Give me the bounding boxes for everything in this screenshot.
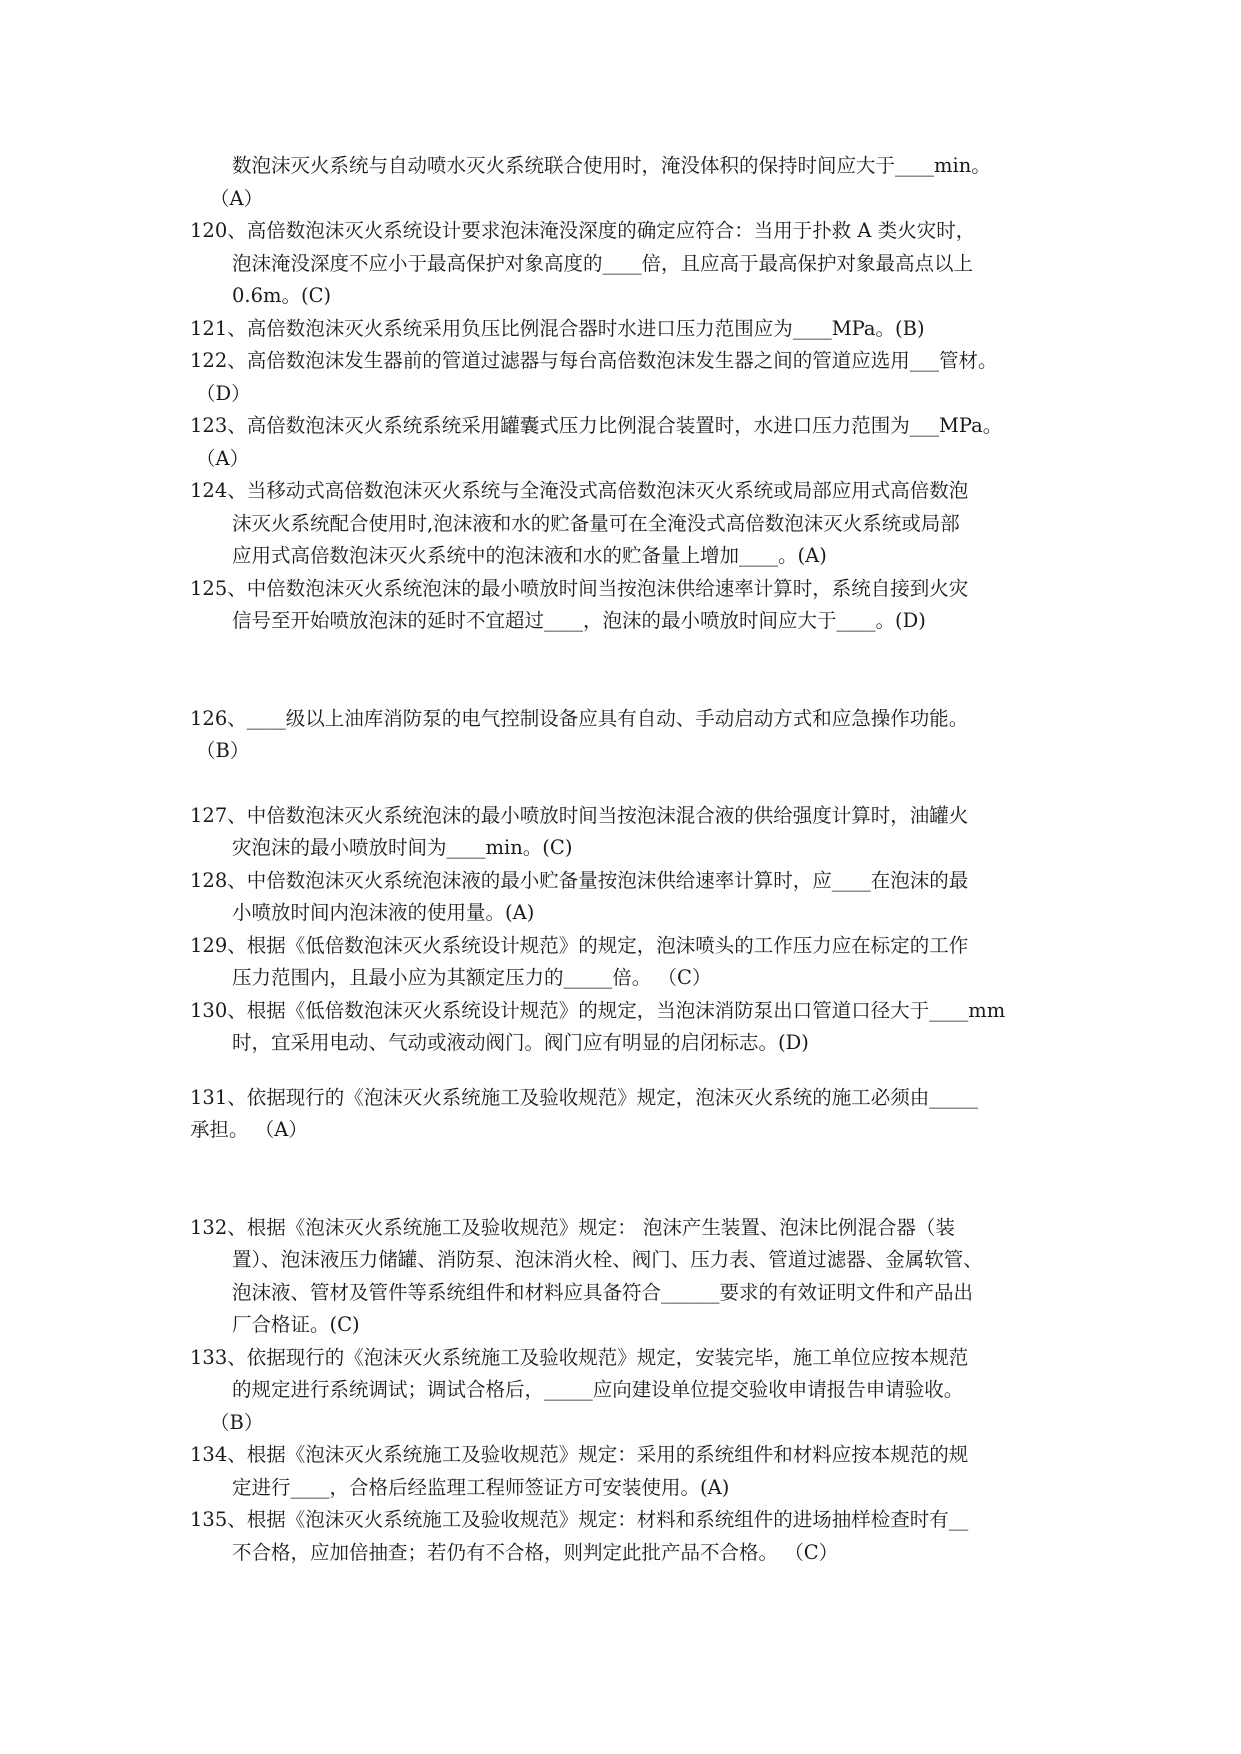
question-130 — [190, 995, 1060, 1060]
answer-line: （B） — [210, 1410, 264, 1434]
question-line: 130、根据《低倍数泡沫灭火系统设计规范》的规定，当泡沫消防泵出口管道口径大于____mm — [190, 998, 1006, 1022]
question-line: 121、高倍数泡沫灭火系统采用负压比例混合器时水进口压力范围应为____MPa。(B) — [190, 316, 925, 340]
question-122 — [190, 345, 1060, 410]
question-line: 数泡沫灭火系统与自动喷水灭火系统联合使用时，淹没体积的保持时间应大于____min。 — [232, 154, 991, 177]
question-135 — [190, 1504, 1060, 1569]
answer-line: （B） — [196, 739, 250, 762]
question-120 — [190, 215, 1060, 313]
question-119-continuation — [190, 150, 1060, 215]
question-129 — [190, 930, 1060, 995]
question-line: 时，宜采用电动、气动或液动阀门。阀门应有明显的启闭标志。(D) — [232, 1031, 809, 1054]
question-line: 置）、泡沫液压力储罐、消防泵、泡沫消火栓、阀门、压力表、管道过滤器、金属软管、 — [232, 1248, 983, 1271]
question-line: 127、中倍数泡沫灭火系统泡沫的最小喷放时间当按泡沫混合液的供给强度计算时，油罐火 — [190, 803, 969, 827]
question-124 — [190, 475, 1060, 573]
question-list — [190, 150, 1060, 1569]
question-line: 不合格，应加倍抽查；若仍有不合格，则判定此批产品不合格。 （C） — [232, 1540, 839, 1564]
question-line: 小喷放时间内泡沫液的使用量。(A) — [232, 901, 535, 924]
question-line: 133、依据现行的《泡沫灭火系统施工及验收规范》规定，安装完毕，施工单位应按本规范 — [190, 1345, 969, 1369]
question-line: 134、根据《泡沫灭火系统施工及验收规范》规定：采用的系统组件和材料应按本规范的规 — [190, 1443, 969, 1466]
question-line: 沫灭火系统配合使用时,泡沫液和水的贮备量可在全淹没式高倍数泡沫灭火系统或局部 — [232, 511, 960, 535]
question-line: 定进行____，合格后经监理工程师签证方可安装使用。(A) — [232, 1475, 730, 1499]
question-line: 泡沫淹没深度不应小于最高保护对象高度的____倍，且应高于最高保护对象最高点以上 — [232, 251, 974, 275]
question-line: 0.6m。(C) — [232, 284, 332, 307]
question-line: 129、根据《低倍数泡沫灭火系统设计规范》的规定，泡沫喷头的工作压力应在标定的工作 — [190, 933, 969, 957]
question-123 — [190, 410, 1060, 475]
question-line: 承担。 （A） — [190, 1118, 308, 1141]
question-line: 灾泡沫的最小喷放时间为____min。(C) — [232, 836, 573, 859]
question-line: 压力范围内，且最小应为其额定压力的_____倍。 （C） — [232, 966, 712, 989]
question-121 — [190, 313, 1060, 346]
question-line: 135、根据《泡沫灭火系统施工及验收规范》规定：材料和系统组件的进场抽样检查时有__ — [190, 1508, 969, 1531]
question-125 — [190, 573, 1060, 638]
spacer — [190, 1147, 1060, 1212]
question-line: 120、高倍数泡沫灭火系统设计要求泡沫淹没深度的确定应符合：当用于扑救 A 类火灾时， — [190, 219, 976, 242]
question-line: 信号至开始喷放泡沫的延时不宜超过____，泡沫的最小喷放时间应大于____。(D) — [232, 609, 926, 632]
question-line: 131、依据现行的《泡沫灭火系统施工及验收规范》规定，泡沫灭火系统的施工必须由_____ — [190, 1085, 978, 1109]
question-132 — [190, 1212, 1060, 1342]
spacer — [190, 1060, 1060, 1082]
answer-line: （A） — [196, 446, 250, 470]
question-128 — [190, 865, 1060, 930]
question-line: 应用式高倍数泡沫灭火系统中的泡沫液和水的贮备量上增加____。(A) — [232, 544, 827, 567]
question-131 — [190, 1082, 1060, 1147]
answer-line: （D） — [196, 381, 251, 405]
question-line: 132、根据《泡沫灭火系统施工及验收规范》规定： 泡沫产生装置、泡沫比例混合器（装 — [190, 1215, 955, 1239]
question-line: 128、中倍数泡沫灭火系统泡沫液的最小贮备量按泡沫供给速率计算时，应____在泡沫的最 — [190, 868, 969, 892]
question-126 — [190, 703, 1060, 768]
spacer — [190, 638, 1060, 703]
question-line: 125、中倍数泡沫灭火系统泡沫的最小喷放时间当按泡沫供给速率计算时，系统自接到火灾 — [190, 576, 969, 600]
question-line: 厂合格证。(C) — [232, 1313, 360, 1336]
question-line: 124、当移动式高倍数泡沫灭火系统与全淹没式高倍数泡沫灭火系统或局部应用式高倍数泡 — [190, 479, 969, 502]
question-127 — [190, 800, 1060, 865]
question-line: 泡沫液、管材及管件等系统组件和材料应具备符合______要求的有效证明文件和产品出 — [232, 1280, 974, 1304]
question-line: 123、高倍数泡沫灭火系统系统采用罐囊式压力比例混合装置时，水进口压力范围为___MPa。 — [190, 414, 1003, 437]
question-133 — [190, 1342, 1060, 1440]
question-line: 126、____级以上油库消防泵的电气控制设备应具有自动、手动启动方式和应急操作功能。 — [190, 706, 969, 730]
question-134 — [190, 1439, 1060, 1504]
question-line: 的规定进行系统调试；调试合格后，_____应向建设单位提交验收申请报告申请验收。 — [232, 1378, 964, 1401]
question-line: 122、高倍数泡沫发生器前的管道过滤器与每台高倍数泡沫发生器之间的管道应选用___管材。 — [190, 349, 998, 372]
answer-line: （A） — [210, 186, 264, 210]
spacer — [190, 768, 1060, 800]
